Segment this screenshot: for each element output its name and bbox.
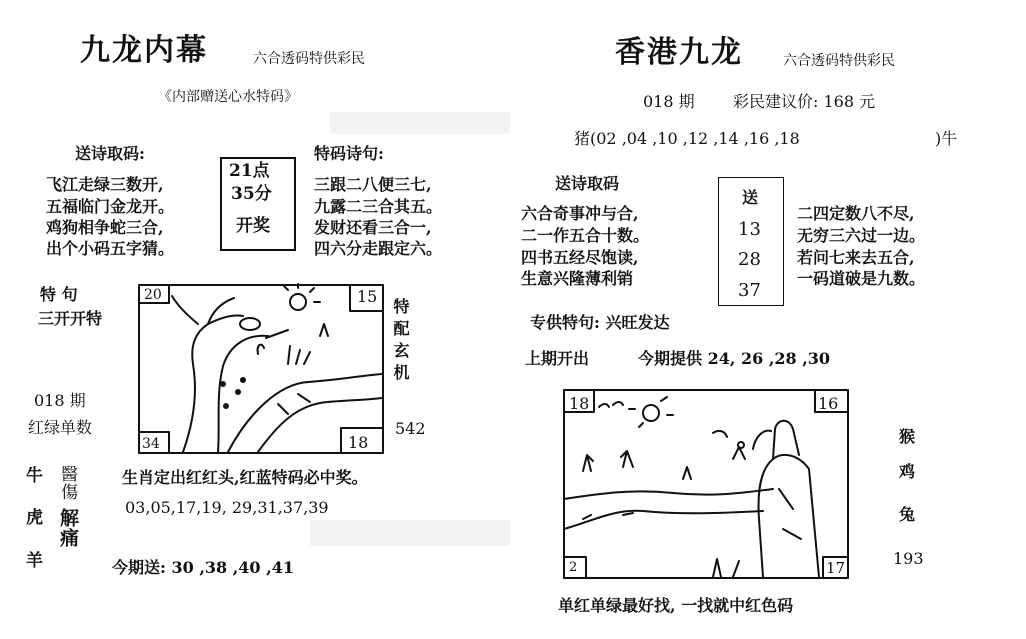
right-zodiac-rabbit: 兔 (899, 505, 916, 524)
draw-time-hour: 21点 (229, 161, 270, 181)
right-poem-right-2: 无穷三六过一边。 (797, 226, 926, 245)
left-period: 018 期 (34, 391, 86, 410)
right-corner-tl: 18 (569, 394, 590, 413)
phrase-text: 三开开特 (38, 309, 103, 328)
special-poem-heading: 特码诗句: (314, 144, 384, 163)
right-poem-left-4: 生意兴隆薄利销 (521, 269, 634, 288)
right-poem-left-2: 二一作五合十数。 (521, 226, 650, 245)
river-ripples (278, 394, 310, 414)
number-542: 542 (395, 419, 426, 438)
numbers-line: 03,05,17,19, 29,31,37,39 (125, 498, 329, 517)
draw-time-minute: 35分 (231, 184, 272, 204)
tree-trunk-left (183, 315, 243, 452)
left-poem-line-3: 鸡狗相争蛇三合, (46, 218, 164, 237)
flower-bud (738, 442, 744, 448)
stylized-word-heal: 醫傷 (57, 465, 77, 501)
right-subtitle: 六合透码特供彩民 (783, 53, 895, 69)
this-period-numbers: 今期提供 24, 26 ,28 ,30 (638, 349, 831, 368)
right-sketch-frame (564, 390, 848, 578)
left-corner-bl: 34 (142, 436, 160, 452)
right-poem-code-heading: 送诗取码 (555, 174, 620, 193)
left-subtitle: 六合透码特供彩民 (253, 51, 365, 67)
cliff-outline (759, 455, 819, 577)
leaf-curl (713, 431, 727, 437)
river-lower-bank (564, 511, 763, 529)
left-corner-br: 18 (348, 433, 369, 452)
grass-2 (320, 324, 328, 336)
grass-1 (288, 346, 310, 364)
special-poem-line-2: 九露二三合其五。 (314, 197, 443, 216)
cliff-lines (779, 489, 801, 539)
right-poem-left-3: 四书五经尽饱读, (521, 248, 639, 267)
send-label: 送 (742, 188, 759, 207)
right-corner-br: 17 (826, 559, 846, 577)
right-special-phrase: 专供特句: 兴旺发达 (530, 313, 670, 332)
right-zodiac-rooster: 鸡 (899, 462, 916, 481)
bird-icons (599, 402, 623, 407)
leaf-1 (240, 318, 260, 330)
leaf-stem (266, 330, 288, 338)
sun-icon (290, 294, 306, 310)
sun-rays (284, 284, 320, 302)
grass-bottom (713, 559, 739, 577)
special-poem-line-4: 四六分走跟定六。 (314, 239, 443, 258)
grass-4 (733, 447, 745, 459)
right-poem-right-1: 二四定数八不尽, (797, 204, 915, 223)
left-zodiac-goat: 羊 (26, 551, 43, 571)
fruit-drop (258, 345, 264, 354)
zodiac-line: 生肖定出红红头,红蓝特码必中奖。 (122, 468, 368, 487)
grass-1 (583, 455, 593, 471)
left-corner-tl: 20 (144, 287, 162, 303)
right-zodiac-monkey: 猴 (899, 427, 916, 446)
special-poem-line-1: 三跟二八便三七, (314, 175, 432, 194)
grass-3 (683, 467, 691, 479)
right-title: 香港九龙 (615, 35, 743, 70)
last-period-label: 上期开出 (525, 349, 590, 368)
special-mystery-vertical: 特配玄机 (391, 298, 410, 386)
tree-branch (172, 296, 234, 324)
tree-trunk-right (218, 336, 268, 452)
today-send: 今期送: 30 ,38 ,40 ,41 (112, 558, 294, 577)
right-period: 018 期 (643, 92, 695, 111)
sun-rays (629, 397, 673, 427)
send-number-2: 28 (738, 249, 761, 270)
right-poem-right-4: 一码道破是九数。 (797, 269, 926, 288)
stylized-word-relief: 解痛 (57, 508, 79, 548)
red-green-odd: 红绿单数 (28, 418, 93, 437)
draw-time-label: 开奖 (236, 216, 270, 236)
left-poem-code-heading: 送诗取码: (75, 144, 145, 163)
right-corner-bl: 2 (569, 560, 578, 575)
phrase-heading: 特 句 (40, 285, 78, 304)
special-poem-line-3: 发财还看三合一, (314, 218, 432, 237)
left-banner: 《内部赠送心水特码》 (158, 89, 298, 105)
grass-2 (621, 451, 633, 467)
flower-stem (753, 431, 771, 449)
left-poem-line-4: 出个小码五字猜。 (46, 239, 175, 258)
left-zodiac-ox: 牛 (26, 466, 43, 486)
left-grey-strip-2 (310, 520, 510, 546)
send-number-3: 37 (738, 280, 761, 301)
ox-label: )牛 (935, 129, 958, 148)
left-poem-line-1: 飞江走绿三数开, (46, 175, 164, 194)
left-corner-tr: 15 (357, 287, 378, 306)
number-193: 193 (893, 549, 924, 568)
left-zodiac-tiger: 虎 (26, 508, 43, 528)
sun-icon (643, 405, 659, 421)
left-grey-strip (330, 112, 510, 134)
send-number-1: 13 (738, 219, 761, 240)
right-footer: 单红单绿最好找, 一找就中红色码 (558, 596, 794, 615)
right-sketch (563, 389, 849, 579)
right-poem-right-3: 若问七来去五合, (797, 248, 915, 267)
left-sketch (138, 284, 384, 454)
right-corner-tr: 16 (818, 394, 839, 413)
right-poem-left-1: 六合奇事冲与合, (521, 204, 639, 223)
cliff-top (773, 421, 799, 459)
left-title: 九龙内幕 (80, 33, 208, 68)
river-upper-bank (564, 489, 773, 499)
right-price: 彩民建议价: 168 元 (733, 92, 876, 111)
pig-number-line: 猪(02 ,04 ,10 ,12 ,14 ,16 ,18 (574, 129, 800, 148)
left-poem-line-2: 五福临门金龙开。 (46, 197, 175, 216)
